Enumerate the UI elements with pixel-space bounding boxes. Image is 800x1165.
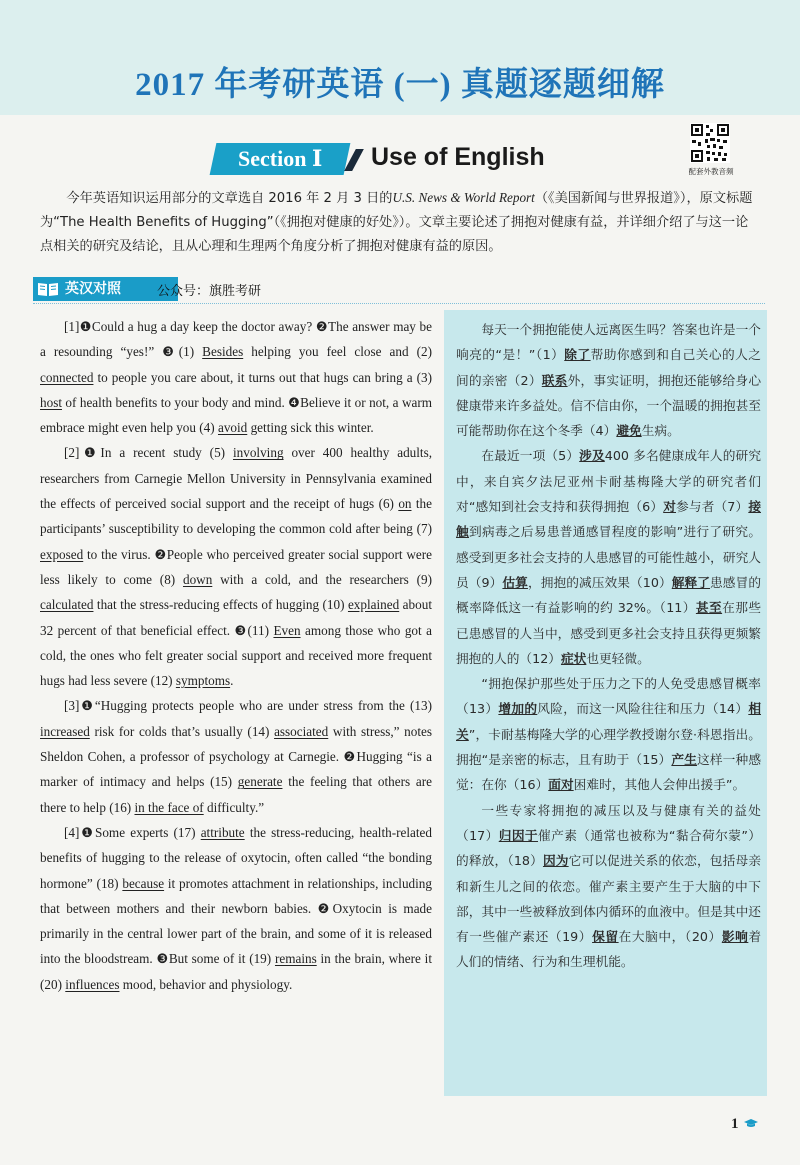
answer-word: in the face of bbox=[134, 799, 204, 815]
section-label: Section Ⅰ bbox=[237, 146, 323, 171]
section-badge bbox=[210, 143, 351, 175]
answer-word: connected bbox=[40, 369, 94, 385]
english-paragraph: [3]❶“Hugging protects people who are under stress from the (13) increased risk for colds that’s usually (14) associated with stress,” notes Sheldon Cohen, a professor of psychology at Carnegie. ❷Hugging “is a marker of intimacy and helps (15) generate the feeling that others are there to help (16) in the face of difficulty.” bbox=[40, 698, 433, 815]
translated-answer: 相关 bbox=[456, 701, 761, 742]
answer-word: down bbox=[182, 571, 213, 587]
translated-answer: 避免 bbox=[616, 423, 642, 439]
english-paragraph: [2]❶In a recent study (5) involving over 400 healthy adults, researchers from Carnegie Mellon University in Pennsylvania examined the effects of perceived social support and the receipt of hugs (6) on the participants’ susceptibility to developing the common cold after being (7) exposed to the virus. ❷People who perceived greater social support were less likely to come (8) down with a cold, and the researchers (9) calculated that the stress-reducing effects of hugging (10) explained about 32 percent of that beneficial effect. ❸(11) Even among those who got a cold, the ones who felt greater social support and received more frequent hugs had less severe (12) symptoms. bbox=[40, 445, 433, 689]
chinese-paragraph: 一些专家将拥抱的减压以及与健康有关的益处（17）归因于催产素（通常也被称为“黏合荷尔蒙”）的释放，（18）因为它可以促进关系的依恋，包括母亲和新生儿之间的依恋。催产素主要产生于大脑的中下部，其中一些被释放到体内循环的血液中。但是其中还有一些催产素还（19）保留在大脑中，（20）影响着人们的情绪、行为和生理机能。 bbox=[456, 802, 762, 970]
translated-answer: 解释了 bbox=[671, 574, 711, 590]
watermark-text: 公众号：旗胜考研 bbox=[157, 284, 262, 299]
answer-word: explained bbox=[347, 597, 400, 613]
translated-answer: 面对 bbox=[548, 777, 574, 793]
subheading-label: 英汉对照 bbox=[65, 281, 121, 297]
answer-word: because bbox=[122, 875, 165, 891]
answer-word: host bbox=[40, 394, 62, 410]
translated-answer: 增加的 bbox=[498, 701, 538, 717]
chinese-paragraph: 每天一个拥抱能使人远离医生吗？答案也许是一个响亮的“是！”（1）除了帮助你感到和自己关心的人之间的亲密（2）联系外，事实证明，拥抱还能够给身心健康带来许多益处。信不信由你，一个温暖的拥抱甚至可能帮助你在这个冬季（4）避免生病。 bbox=[456, 322, 762, 439]
answer-word: attribute bbox=[200, 824, 245, 840]
answer-word: remains bbox=[274, 951, 317, 967]
translated-answer: 除了 bbox=[564, 347, 591, 363]
graduation-cap-icon bbox=[744, 1118, 758, 1128]
intro-text: 今年英语知识运用部分的文章选自 2016 年 2 月 3 日的 bbox=[66, 191, 393, 206]
answer-word: Besides bbox=[202, 344, 244, 360]
translated-answer: 接触 bbox=[456, 499, 761, 540]
answer-word: generate bbox=[237, 774, 283, 790]
book-icon bbox=[37, 281, 59, 301]
section-name: Use of English bbox=[371, 143, 545, 171]
page-number: 1 bbox=[731, 1116, 739, 1132]
translated-answer: 对 bbox=[663, 499, 677, 515]
translated-answer: 保留 bbox=[592, 929, 619, 945]
qr-caption: 配套外教音频 bbox=[688, 167, 734, 176]
english-paragraph: [4]❶Some experts (17) attribute the stress-reducing, health-related benefits of hugging to the release of oxytocin, often called “the bonding hormone” (18) because it promotes attachment in relationships, including that between mothers and their newborn babies. ❷Oxytocin is made primarily in the central lower part of the brain, and some of it is released into the bloodstream. ❸But some of it (19) remains in the brain, where it (20) influences mood, behavior and physiology. bbox=[40, 824, 432, 992]
translated-answer: 联系 bbox=[541, 372, 568, 388]
translated-answer: 估算 bbox=[502, 574, 528, 590]
answer-word: on bbox=[398, 496, 412, 512]
chinese-translation-column bbox=[444, 310, 767, 1096]
answer-word: exposed bbox=[40, 546, 84, 562]
answer-word: calculated bbox=[40, 597, 94, 613]
english-column bbox=[40, 314, 432, 997]
translated-answer: 归因于 bbox=[498, 827, 539, 843]
translated-answer: 产生 bbox=[671, 752, 698, 768]
page-title: 2017 年考研英语 (一) 真题逐题细解 bbox=[135, 67, 665, 103]
answer-word: influences bbox=[65, 976, 120, 992]
intro-text: （《美国新闻与世界报道》），原文标题为“The Health Benefits of Hugging”（《拥抱对健康的好处》）。文章主要论述了拥抱对健康有益，并详细介绍了与这一论点相关的研究及结论，且从心理和生理两个角度分析了拥抱对健康有益的原因。 bbox=[40, 191, 753, 254]
answer-word: Even bbox=[273, 622, 301, 638]
divider bbox=[33, 303, 765, 304]
answer-word: avoid bbox=[217, 420, 248, 436]
answer-word: increased bbox=[40, 723, 90, 739]
english-paragraph: [1]❶Could a hug a day keep the doctor away? ❷The answer may be a resounding “yes!” ❸(1) Besides helping you feel close and (2) connected to people you care about, it turns out that hugs can bring a (3) host of health benefits to your body and mind. ❹Believe it or not, a warm embrace might even help you (4) avoid getting sick this winter. bbox=[40, 319, 432, 436]
translated-answer: 因为 bbox=[542, 853, 569, 869]
translated-answer: 影响 bbox=[721, 929, 749, 945]
intro-paragraph bbox=[40, 186, 760, 259]
chinese-paragraph: “拥抱保护那些处于压力之下的人免受患感冒概率（13）增加的风险，而这一风险往往和压力（14）相关”，卡耐基梅隆大学的心理学教授谢尔登·科恩指出。拥抱“是亲密的标志，且有助于（15）产生这样一种感觉：在你（16）面对困难时，其他人会伸出援手”。 bbox=[456, 676, 762, 793]
translated-answer: 症状 bbox=[560, 650, 587, 666]
intro-source: U.S. News & World Report bbox=[392, 190, 535, 205]
translated-answer: 涉及 bbox=[579, 448, 605, 464]
answer-word: involving bbox=[232, 445, 284, 461]
answer-word: associated bbox=[274, 723, 329, 739]
translated-answer: 甚至 bbox=[695, 600, 723, 616]
chinese-paragraph: 在最近一项（5）涉及400 多名健康成年人的研究中，来自宾夕法尼亚州卡耐基梅隆大学的研究者们对“感知到社会支持和获得拥抱（6）对参与者（7）接触到病毒之后易患普通感冒程度的影响”进行了研究。感受到更多社会支持的人患感冒的可能性越小，研究人员（9）估算，拥抱的减压效果（10）解释了患感冒的概率降低这一有益影响的约 32%。（11）甚至在那些已患感冒的人当中，感受到更多社会支持且获得更频繁拥抱的人的（12）症状也更轻微。 bbox=[456, 448, 762, 666]
answer-word: symptoms bbox=[175, 673, 231, 689]
qr-code-icon[interactable] bbox=[690, 123, 730, 163]
